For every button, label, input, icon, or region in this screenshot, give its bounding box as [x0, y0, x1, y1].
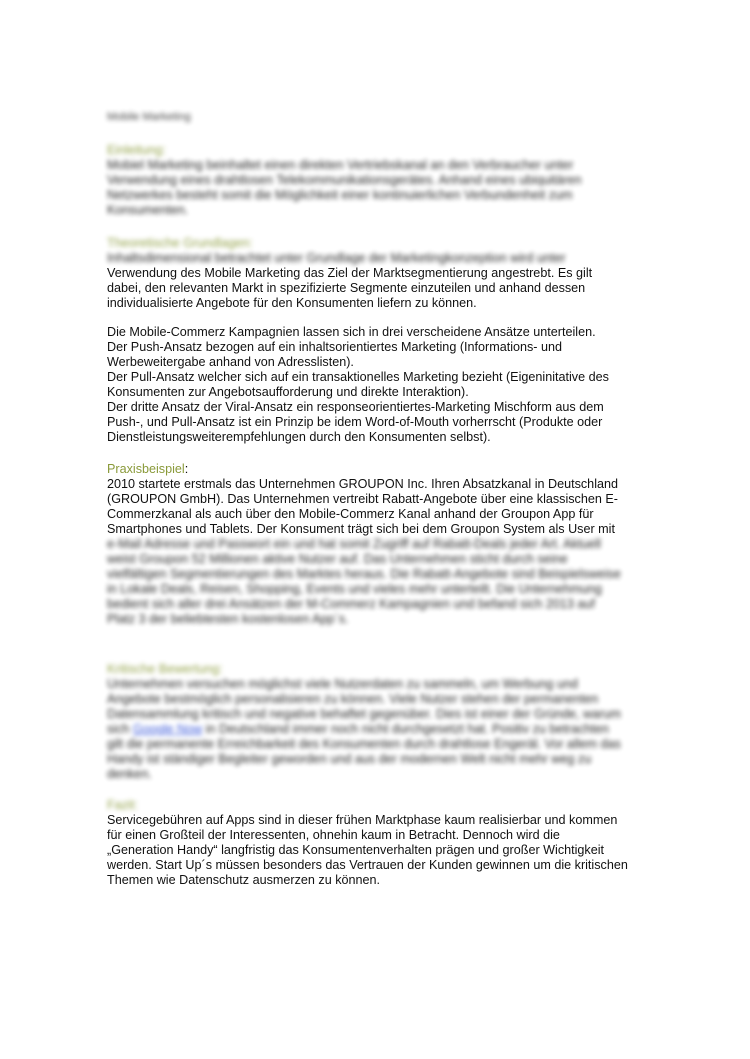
text-line: Verwendung eines drahtlosen Telekommunikationsgerätes. Anhand eines ubiquitären [107, 173, 582, 187]
section-heading-fazit: Fazit: [107, 798, 138, 812]
document-content [107, 110, 628, 888]
text-line: Konsumenten zur Angebotsaufforderung und direkte Interaktion). [107, 385, 469, 399]
text-line: Datensammlung kritisch und negative behaftet gegenüber. Dies ist einer der Gründe, warum [107, 707, 621, 721]
text-line: denken. [107, 767, 152, 781]
text-line: 2010 startete erstmals das Unternehmen GROUPON Inc. Ihren Absatzkanal in Deutschland [107, 477, 618, 491]
text-line: Mobiel Marketing beinhaltet einen direkten Vertriebskanal an den Verbraucher unter [107, 158, 574, 172]
text-line: Dienstleistungsweiterempfehlungen durch den Konsumenten selbst). [107, 430, 491, 444]
text-line: Handy ist ständiger Begleiter geworden und aus der modernen Welt nicht mehr weg zu [107, 752, 592, 766]
section-heading-praxis-label: Praxisbeispiel [107, 462, 185, 476]
section-heading-praxis [107, 462, 619, 477]
text-line: e-Mail Adresse und Passwort ein und hat somit Zugriff auf Rabatt-Deals jeder Art. Aktuell [107, 537, 601, 551]
text-line: Servicegebühren auf Apps sind in dieser frühen Marktphase kaum realisierbar und kommen [107, 813, 618, 827]
text-line: Commerzkanal als auch über den Mobile-Commerz Kanal anhand der Groupon App für [107, 507, 594, 521]
google-now-link[interactable]: Google Now [132, 722, 203, 736]
text-line: Unternehmen versuchen möglichst viele Nutzerdaten zu sammeln, um Werbung und [107, 677, 578, 691]
text-line: Werbeweitergabe anhand von Adresslisten). [107, 355, 354, 369]
text-line: werden. Start Up´s müssen besonders das Vertrauen der Kunden gewinnen um die kritischen [107, 858, 628, 872]
text-line: für einen Großteil der Interessenten, ohnehin kaum in Betracht. Dennoch wird die [107, 828, 560, 842]
text-line: Verwendung des Mobile Marketing das Ziel der Marktsegmentierung angestrebt. Es gilt [107, 266, 593, 280]
section-heading-praxis-colon: : [184, 462, 189, 476]
section-ansaetze [107, 325, 619, 445]
text-line: bedient sich aller drei Ansätzen der M-Commerz Kampagnien und befand sich 2013 auf [107, 597, 595, 611]
section-heading-einleitung: Einleitung: [107, 143, 166, 157]
text-line: Der dritte Ansatz der Viral-Ansatz ein responseorientiertes-Marketing Mischform aus dem [107, 400, 604, 414]
text-line: vielfältigen Segmentierungen des Marktes heraus. Die Rabatt-Angebote sind Beispielsweise [107, 567, 621, 581]
text-line: dabei, den relevanten Markt in spezifizierte Segmente einzuteilen und anhand dessen [107, 281, 586, 295]
text-line: weist Groupon 52 Millionen aktive Nutzer auf. Das Unternehmen sticht durch seine [107, 552, 568, 566]
text-line: Platz 3 der beliebtesten kostenlosen App´s. [107, 612, 349, 626]
section-body-ansaetze [107, 325, 619, 445]
section-body-fazit [107, 813, 628, 888]
text-line: in Lokale Deals, Reisen, Shopping, Events und vieles mehr unterteilt. Die Unternehmung [107, 582, 602, 596]
text-line: Die Mobile-Commerz Kampagnien lassen sich in drei verscheidene Ansätze unterteilen. [107, 325, 596, 339]
section-body-grundlagen [107, 251, 619, 311]
text-line: Themen wie Datenschutz ausmerzen zu können. [107, 873, 381, 887]
link-suffix-text: in Deutschland immer noch nicht durchgesetzt hat. Positiv zu betrachten [202, 722, 609, 736]
text-line: „Generation Handy“ langfristig das Konsumentenverhalten prägen und großer Wichtigkeit [107, 843, 605, 857]
text-line: Netzwerkes besteht somit die Möglichkeit einer kontinuierlichen Verbundenheit zum [107, 188, 573, 202]
text-line: Der Push-Ansatz bezogen auf ein inhaltsorientiertes Marketing (Informations- und [107, 340, 563, 354]
text-line: Inhaltsdimensional betrachtet unter Grundlage der Marketingkonzeption wird unter [107, 251, 566, 265]
section-body-einleitung [107, 158, 619, 218]
text-line: Smartphones und Tablets. Der Konsument trägt sich bei dem Groupon System als User mit [107, 522, 615, 536]
text-line: individualisierte Angebote für den Konsumenten liefern zu können. [107, 296, 477, 310]
section-praxis [107, 462, 619, 627]
text-line: gilt die permanente Erreichbarkeit des Konsumenten durch drahtlose Engeräl. Vor allem das [107, 737, 621, 751]
text-line: Angebote bestmöglich personalisieren zu können. Viele Nutzer stehen der permanenten [107, 692, 599, 706]
text-line: Der Pull-Ansatz welcher sich auf ein transaktionelles Marketing bezieht (Eigeninitative des [107, 370, 609, 384]
text-line: (GROUPON GmbH). Das Unternehmen vertreibt Rabatt-Angebote über eine klassischen E- [107, 492, 618, 506]
text-line: Konsumenten. [107, 203, 189, 217]
text-line-with-link [107, 722, 619, 737]
section-body-praxis [107, 477, 619, 627]
section-grundlagen [107, 236, 619, 311]
document-title: Mobile Marketing [107, 111, 191, 123]
section-einleitung [107, 143, 619, 218]
section-kritik [107, 662, 619, 782]
section-heading-kritik: Kritische Bewertung: [107, 662, 223, 676]
section-body-kritik [107, 677, 619, 782]
text-line: Push-, und Pull-Ansatz ist ein Prinzip be idem Word-of-Mouth vorherrscht (Produkte oder [107, 415, 603, 429]
section-heading-grundlagen: Theoretische Grundlagen: [107, 236, 253, 250]
section-fazit [107, 798, 628, 888]
link-prefix-text: sich [107, 722, 133, 736]
